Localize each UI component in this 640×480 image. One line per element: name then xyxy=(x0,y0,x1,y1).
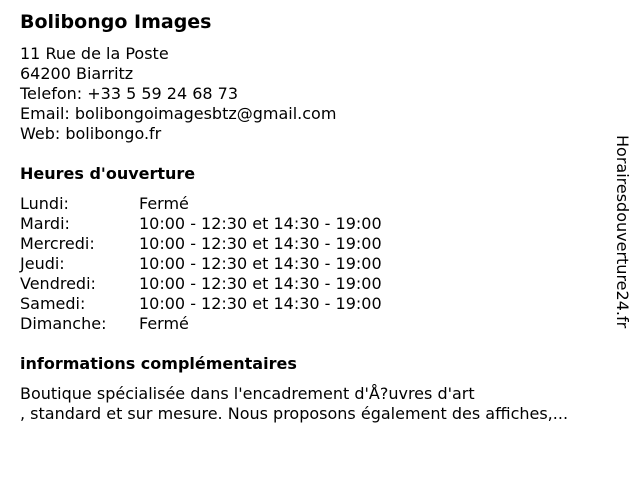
day-hours: Fermé xyxy=(139,314,189,333)
day-hours: Fermé xyxy=(139,194,189,213)
address-line-2: 64200 Biarritz xyxy=(20,64,134,83)
opening-hours-heading: Heures d'ouverture xyxy=(20,164,196,183)
day-hours: 10:00 - 12:30 et 14:30 - 19:00 xyxy=(139,234,382,253)
additional-info-text xyxy=(20,384,620,424)
business-card xyxy=(20,10,620,424)
day-hours: 10:00 - 12:30 et 14:30 - 19:00 xyxy=(139,274,382,293)
hours-row-thursday xyxy=(20,254,620,274)
day-hours: 10:00 - 12:30 et 14:30 - 19:00 xyxy=(139,254,382,273)
day-label: Dimanche: xyxy=(20,314,107,333)
hours-row-sunday xyxy=(20,314,620,334)
business-name: Bolibongo Images xyxy=(20,11,212,33)
day-hours: 10:00 - 12:30 et 14:30 - 19:00 xyxy=(139,294,382,313)
hours-row-friday xyxy=(20,274,620,294)
phone-line: Telefon: +33 5 59 24 68 73 xyxy=(20,84,239,103)
email-line: Email: bolibongoimagesbtz@gmail.com xyxy=(20,104,337,123)
day-label: Mercredi: xyxy=(20,234,95,253)
hours-row-monday xyxy=(20,194,620,214)
day-label: Samedi: xyxy=(20,294,86,313)
day-hours: 10:00 - 12:30 et 14:30 - 19:00 xyxy=(139,214,382,233)
day-label: Vendredi: xyxy=(20,274,96,293)
source-watermark: Horairesdouverture24.fr xyxy=(613,135,632,329)
opening-hours-list xyxy=(20,194,620,334)
additional-info-heading: informations complémentaires xyxy=(20,354,297,373)
additional-info-line-2: , standard et sur mesure. Nous proposons également des affiches,... xyxy=(20,404,569,423)
day-label: Lundi: xyxy=(20,194,69,213)
day-label: Jeudi: xyxy=(20,254,65,273)
hours-row-saturday xyxy=(20,294,620,314)
day-label: Mardi: xyxy=(20,214,70,233)
web-line: Web: bolibongo.fr xyxy=(20,124,162,143)
address-line-1: 11 Rue de la Poste xyxy=(20,44,169,63)
hours-row-wednesday xyxy=(20,234,620,254)
hours-row-tuesday xyxy=(20,214,620,234)
additional-info-line-1: Boutique spécialisée dans l'encadrement d'Å?uvres d'art xyxy=(20,384,475,403)
